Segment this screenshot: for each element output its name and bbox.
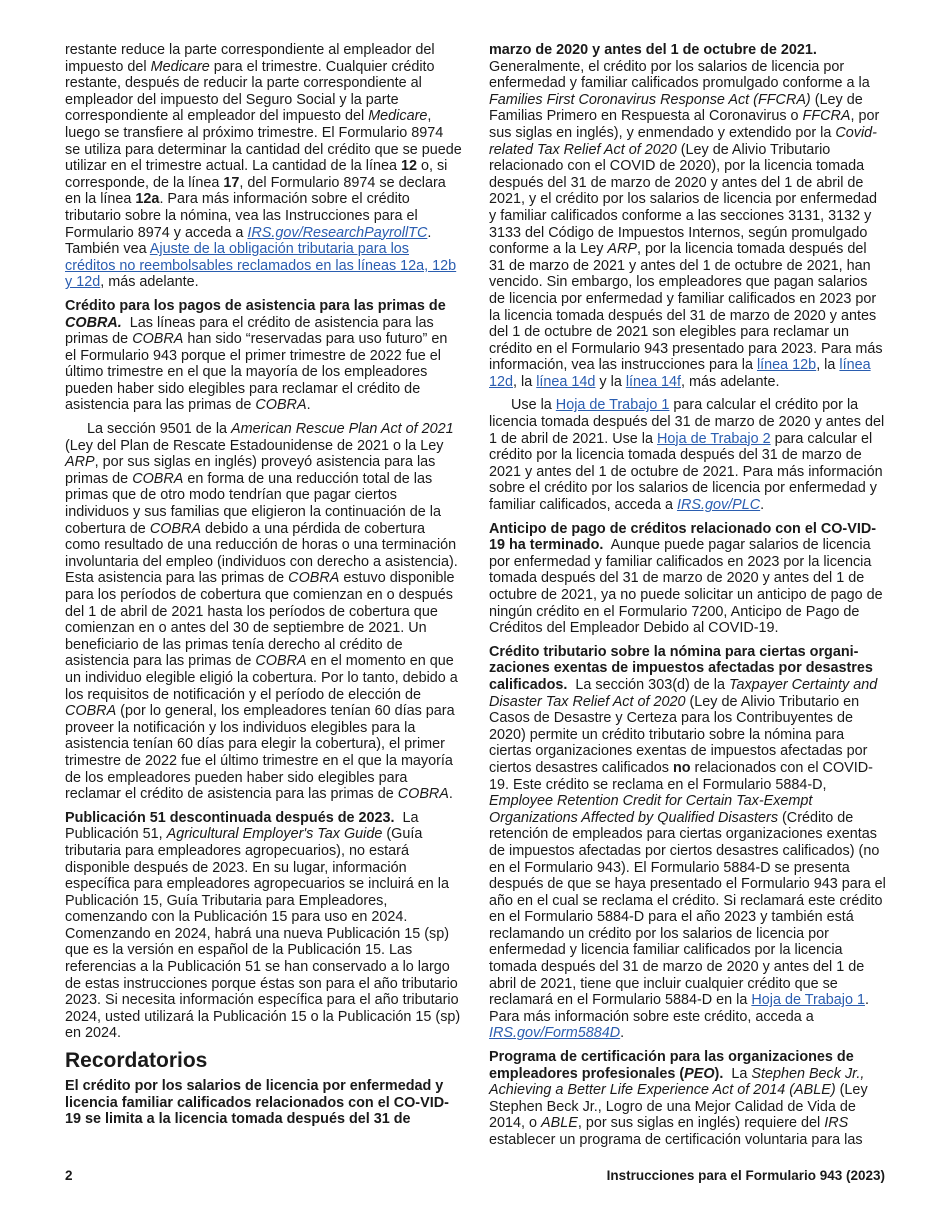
paragraph-worksheets: Use la Hoja de Trabajo 1 para calcular el crédito por la licencia tomada después del 31 de marzo de 2020 y antes del 1 de abril de 2021. Use la Hoja de Trabajo 2 para calcular el crédito por la licencia tomada después del 31 de marzo de 2021 y antes del 1 de octubre de 2021. Para más información sobre el crédito por los salarios de licencia por enfermedad y familiar calificados, acceda a IRS.gov/PLC. [489, 397, 885, 514]
link-tax-liability-adjustment[interactable]: Ajuste de la obligación tributaria para los créditos no reembolsables reclamados en las líneas 12a, 12b y 12d [65, 241, 457, 291]
heading-recordatorios: Recordatorios [65, 1049, 208, 1073]
paragraph-sick-leave-credit: marzo de 2020 y antes del 1 de octubre de 2021. Generalmente, el crédito por los salarios de licencia por enfermedad y familiar calificados promulgado conforme a la Families First Coronavirus Response Act (FFCRA) (Ley de Familias Primero en Respuesta al Coronavirus o FFCRA, por sus siglas en inglés), y enmendado y extendido por la Covid-related Tax Relief Act of 2020 (Ley de Alivio Tributario relacionado con el COVID de 2020), por la licencia tomada después del 31 de marzo de 2020 y antes del 1 de abril de 2021, y el crédito por los salarios de licencia por enfermedad y familiar calificados conforme a las secciones 3131, 3132 y 3133 del Código de Impuestos Internos, según promulgado conforme a la Ley ARP, por la licencia tomada después del 31 de marzo de 2021 y antes del 1 de octubre de 2021, han vencido. Sin embargo, los empleadores que pagan salarios de licencia por enfermedad y familiar calificados en 2023 por la licencia tomada después del 31 de marzo de 2020 y antes del 1 de octubre de 2021 son elegibles para reclamar un crédito en el Formulario 943 presentado para 2023. Para más información, vea las instrucciones para la línea 12b, la línea 12d, la línea 14d y la línea 14f, más adelante. [489, 42, 883, 390]
link-irs-plc[interactable]: IRS.gov/PLC [676, 497, 761, 514]
right-column [489, 42, 886, 1156]
paragraph-medicare-credit: restante reduce la parte correspondiente al empleador del impuesto del Medicare para el trimestre. Cualquier crédito restante, después de reducir la parte correspondiente al empleador del impuesto del Seguro Social y la parte correspondiente al empleador del impuesto del Medicare, luego se transfiere al próximo trimestre. El Formulario 8974 se utiliza para determinar la cantidad del crédito que se puede utilizar en el trimestre actual. La cantidad de la línea 12 o, si corresponde, de la línea 17, del Formulario 8974 se declara en la línea 12a. Para más información sobre el crédito tributario sobre la nómina, vea las Instrucciones para el Formulario 8974 y acceda a IRS.gov/ResearchPayrollTC. También vea Ajuste de la obligación tributaria para los créditos no reembolsables reclamados en las líneas 12a, 12b y 12d, más adelante. [65, 42, 462, 291]
page-number: 2 [65, 1168, 73, 1183]
paragraph-cobra-credit: Crédito para los pagos de asistencia para las primas de COBRA. Las líneas para el crédito de asistencia para las primas de COBRA han sido “reservadas para uso futuro” en el Formulario 943 porque el primer trimestre de 2022 fue el último trimestre en el que la mayoría de los empleadores pueden haber sido elegibles para reclamar el crédito de asistencia para las primas de COBRA. [65, 297, 448, 414]
link-worksheet-1-disaster[interactable]: Hoja de Trabajo 1 [751, 992, 865, 1009]
paragraph-advance-payment: Anticipo de pago de créditos relacionado con el CO-VID-19 ha terminado. Aunque puede pagar salarios de licencia por enfermedad y familiar calificados en 2023 por la licencia tomada después del 31 de marzo de 2020 y antes del 1 de octubre de 2021, ya no puede solicitar un anticipo de pago de ningún crédito en el Formulario 7200, Anticipo de Pago de Créditos del Empleador Debido al COVID-19. [489, 520, 883, 637]
paragraph-arp-section-9501: La sección 9501 de la American Rescue Plan Act of 2021 (Ley del Plan de Rescate Estadounidense de 2021 o la Ley ARP, por sus siglas en inglés) proveyó asistencia para las primas de COBRA en forma de una reducción total de las primas que de otro modo tendrían que pagar ciertos individuos y sus familias que eligieron la continuación de la cobertura de COBRA debido a una pérdida de cobertura como resultado de una reducción de horas o una terminación involuntaria del empleo (individuos con derecho a asistencia). Esta asistencia para las primas de COBRA estuvo disponible para los períodos de cobertura que comienzan en o después del 1 de abril de 2021 hasta los períodos de cobertura que comienzan en o antes del 30 de septiembre de 2021. Un beneficiario de las primas tenía derecho al crédito de asistencia para las primas de COBRA en el momento en que un individuo elegible eligió la cobertura. Por lo tanto, debido a los requisitos de notificación y el período de elección de COBRA (por lo general, los empleadores tenían 60 días para proveer la notificación y los individuos elegibles para la asistencia tenían 60 días para elegir la cobertura), el primer trimestre de 2022 fue el último trimestre en el que la mayoría de los empleadores pueden haber sido elegibles para reclamar el crédito de asistencia para las primas de COBRA. [65, 421, 458, 803]
heading-peo: Programa de certificación para las organizaciones de empleadores profesionales (PEO). [489, 1049, 854, 1082]
link-worksheet-2[interactable]: Hoja de Trabajo 2 [657, 430, 771, 447]
link-line-14f[interactable]: línea 14f [625, 373, 682, 390]
link-worksheet-1[interactable]: Hoja de Trabajo 1 [555, 397, 670, 414]
link-line-12d[interactable]: línea 12d [489, 357, 871, 390]
link-line-14d[interactable]: línea 14d [536, 373, 596, 390]
heading-sick-leave-credit: El crédito por los salarios de licencia por enfermedad y licencia familiar calificados relacionados con el CO-VID-19 se limita a la licencia tomada después del 31 de [65, 1078, 449, 1128]
heading-pub51: Publicación 51 descontinuada después de 2023. [65, 809, 395, 826]
heading-disaster-credit: Crédito tributario sobre la nómina para ciertas organi-zaciones exentas de impuestos afectadas por desastres calificados. [489, 643, 873, 693]
paragraph-pub51-discontinued: Publicación 51 descontinuada después de 2023. La Publicación 51, Agricultural Employer's Tax Guide (Guía tributaria para empleadores agropecuarios), no estará disponible después de 2023. En su lugar, información específica para empleadores agropecuarios se incluirá en la Publicación 15, Guía Tributaria para Empleadores, comenzando con la Publicación 15 para uso en 2024. Comenzando en 2024, habrá una nueva Publicación 15 (sp) que es la versión en español de la Publicación 15. Las referencias a la Publicación 51 se han conservado a lo largo de estas instrucciones porque éstas son para el año tributario 2023. Si necesita información específica para el año tributario 2024, usted utilizará la Publicación 15 o la Publicación 15 (sp) en 2024. [65, 809, 461, 1042]
heading-advance-payment: Anticipo de pago de créditos relacionado con el CO-VID-19 ha terminado. [489, 520, 877, 554]
link-line-12b[interactable]: línea 12b [756, 357, 817, 374]
paragraph-disaster-credit: Crédito tributario sobre la nómina para ciertas organi-zaciones exentas de impuestos afectadas por desastres calificados. La sección 303(d) de la Taxpayer Certainty and Disaster Tax Relief Act of 2020 (Ley de Alivio Tributario en Casos de Desastre y Certeza para los Contribuyentes de 2020) permite un crédito tributario sobre la nómina para ciertas organizaciones exentas de impuestos afectadas por ciertos desastres calificados no relacionados con el COVID-19. Este crédito se reclama en el Formulario 5884-D, Employee Retention Credit for Certain Tax-Exempt Organizations Affected by Qualified Disasters (Crédito de retención de empleados para ciertas organizaciones exentas de impuestos afectadas por ciertos desastres calificados) (no en el Formulario 943). El Formulario 5884-D se presenta después de que se haya presentado el Formulario 943 para el año en el cual se reclama el crédito. Si reclamará este crédito en el Formulario 5884-D para el año 2023 y también está reclamando un crédito por los salarios de licencia por enfermedad y licencia familiar calificados por la licencia tomada después del 31 de marzo de 2020 y antes del 1 de abril de 2021, tiene que incluir cualquier crédito que se reclamará en el Formulario 5884-D en la Hoja de Trabajo 1. Para más información sobre este crédito, acceda a IRS.gov/Form5884D. [489, 643, 886, 1042]
paragraph-peo-certification: Programa de certificación para las organizaciones de empleadores profesionales (PEO). La Stephen Beck Jr., Achieving a Better Life Experience Act of 2014 (ABLE) (Ley Stephen Beck Jr., Logro de una Mejor Calidad de Vida de 2014, o ABLE, por sus siglas en inglés) requiere del IRS establecer un programa de certificación voluntaria para las [489, 1049, 868, 1148]
link-research-payroll-tc[interactable]: IRS.gov/ResearchPayrollTC [247, 224, 428, 241]
link-irs-form5884d[interactable]: IRS.gov/Form5884D [489, 1025, 621, 1042]
left-column [65, 42, 462, 1135]
footer-doc-title: Instrucciones para el Formulario 943 (2023) [606, 1168, 885, 1183]
heading-cobra-credit: Crédito para los pagos de asistencia para las primas de COBRA. [65, 297, 446, 331]
